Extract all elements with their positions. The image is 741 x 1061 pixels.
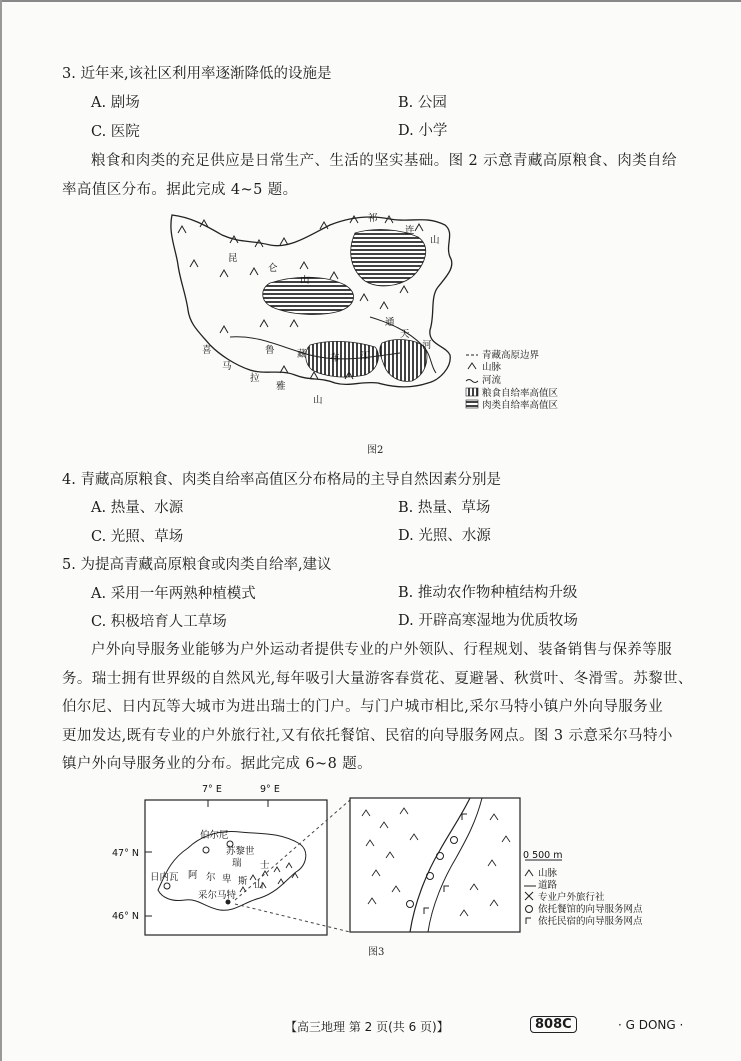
footer-title: 【高三地理 第 2 页(共 6 页)】 <box>285 1020 449 1034</box>
legend3-homestay: 依托民宿的向导服务网点 <box>538 916 643 927</box>
q4-option-c: C. 光照、草场 <box>91 529 184 545</box>
label-er: 尔 <box>206 872 216 883</box>
scan-top-edge <box>0 0 741 2</box>
label-kun: 昆 <box>228 253 238 264</box>
label-tian: 天 <box>400 329 410 340</box>
lon-9e: 9° E <box>260 784 280 795</box>
q4-option-b: B. 热量、草场 <box>398 500 491 516</box>
meat-area-qaidam <box>351 230 426 286</box>
label-lian: 连 <box>405 225 415 236</box>
q4-stem: 4. 青藏高原粮食、肉类自给率高值区分布格局的主导自然因素分别是 <box>62 472 501 488</box>
legend-vertical-hatch-icon <box>466 388 478 396</box>
intro2-line3: 伯尔尼、日内瓦等大城市为进出瑞士的门户。与门户城市相比,采尔马特小镇户外向导服务业 <box>62 699 664 715</box>
label-ya-river: 鲁 <box>265 345 275 356</box>
label-a: 阿 <box>188 870 198 881</box>
scan-left-edge <box>0 0 2 1061</box>
intro1-line1: 粮食和肉类的充足供应是日常生产、生活的坚实基础。图 2 示意青藏高原粮食、肉类自给 <box>91 153 677 169</box>
figure-2-legend <box>466 349 559 411</box>
figure-3-caption: 图3 <box>368 947 385 958</box>
intro2-line5: 镇户外向导服务业的分布。据此完成 6~8 题。 <box>62 756 373 772</box>
legend-boundary: 青藏高原边界 <box>482 350 540 361</box>
label-ma: 马 <box>222 361 232 372</box>
label-geneva: 日内瓦 <box>150 872 179 883</box>
label-bern: 伯尔尼 <box>200 830 229 841</box>
zermatt-detail-frame <box>350 798 520 932</box>
q4-option-d: D. 光照、水源 <box>398 528 491 544</box>
label-he: 河 <box>422 340 432 351</box>
q5-option-c: C. 积极培育人工草场 <box>91 614 227 630</box>
legend3-road: 道路 <box>538 880 558 891</box>
label-tong: 通 <box>385 317 395 328</box>
figure-2-caption: 图2 <box>367 445 384 456</box>
lat-46n: 46° N <box>112 911 139 922</box>
figure-3-legend <box>523 850 643 927</box>
label-shan-kunlun: 山 <box>300 275 310 286</box>
label-bu: 江 <box>360 351 370 362</box>
scale-label: 0 500 m <box>523 850 563 861</box>
legend3-restaurant: 依托餐馆的向导服务网点 <box>538 904 643 915</box>
legend-river-icon <box>466 380 478 383</box>
legend-homestay-point-icon <box>526 918 531 924</box>
figure-3-map <box>110 780 643 940</box>
intro2-line4: 更加发达,既有专业的户外旅行社,又有依托餐馆、民宿的向导服务网点。图 3 示意采尔马特小 <box>62 728 673 744</box>
q5-option-b: B. 推动农作物种植结构升级 <box>398 585 578 601</box>
label-shi: 士 <box>260 860 270 871</box>
label-zurich: 苏黎世 <box>226 846 255 857</box>
q3-stem: 3. 近年来,该社区利用率逐渐降低的设施是 <box>62 66 332 82</box>
legend-meat: 肉类自给率高值区 <box>482 400 559 411</box>
label-la: 拉 <box>250 373 260 384</box>
q3-option-b: B. 公园 <box>398 95 447 111</box>
q3-option-c: C. 医院 <box>91 124 140 140</box>
q5-option-a: A. 采用一年两熟种植模式 <box>91 586 256 602</box>
grain-area-east <box>380 340 427 382</box>
legend-mountain: 山脉 <box>482 362 502 373</box>
lat-47n: 47° N <box>112 848 139 859</box>
legend3-mountain: 山脉 <box>538 868 558 879</box>
label-si: 斯 <box>238 876 248 887</box>
intro2-line2: 务。瑞士拥有世界级的自然风光,每年吸引大量游客春赏花、夏避暑、秋赏叶、冬滑雪。苏黎世、 <box>62 671 693 687</box>
label-shan-qilian: 山 <box>430 235 440 246</box>
label-shan-alps: 山 <box>254 880 264 891</box>
q5-option-d: D. 开辟高寒湿地为优质牧场 <box>398 613 578 629</box>
label-bei: 卑 <box>222 874 232 885</box>
label-ya: 雅 <box>276 381 286 392</box>
q4-option-a: A. 热量、水源 <box>91 500 184 516</box>
legend3-agency: 专业户外旅行社 <box>538 892 605 903</box>
intro2-line1: 户外向导服务业能够为户外运动者提供专业的户外领队、行程规划、装备销售与保养等服 <box>91 642 673 658</box>
legend-agency-icon <box>525 892 533 900</box>
footer-code: 808C <box>530 1016 577 1033</box>
q3-option-d: D. 小学 <box>398 123 448 139</box>
legend-restaurant-point-icon <box>526 906 533 913</box>
q3-option-a: A. 剧场 <box>91 95 140 111</box>
figure-2-map <box>160 205 600 410</box>
label-zermatt: 采尔马特 <box>198 890 237 901</box>
legend-horizontal-hatch-icon <box>466 400 478 408</box>
intro1-line2: 率高值区分布。据此完成 4~5 题。 <box>62 182 298 198</box>
label-qi: 祁 <box>368 213 378 224</box>
label-rui: 瑞 <box>232 858 242 869</box>
label-xi: 喜 <box>202 345 212 356</box>
label-lun: 仑 <box>268 263 278 274</box>
label-shan-himalaya: 山 <box>313 395 323 406</box>
lon-7e: 7° E <box>202 784 222 795</box>
legend-mountain-icon <box>468 363 476 369</box>
q5-stem: 5. 为提高青藏高原粮食或肉类自给率,建议 <box>62 557 332 573</box>
legend-grain: 粮食自给率高值区 <box>482 388 559 399</box>
footer-brand: · G DONG · <box>618 1018 684 1032</box>
legend-mountain-icon <box>525 870 533 876</box>
label-lu: 藏 <box>297 349 307 360</box>
legend-river: 河流 <box>482 375 502 386</box>
label-zang: 布 <box>330 353 340 364</box>
